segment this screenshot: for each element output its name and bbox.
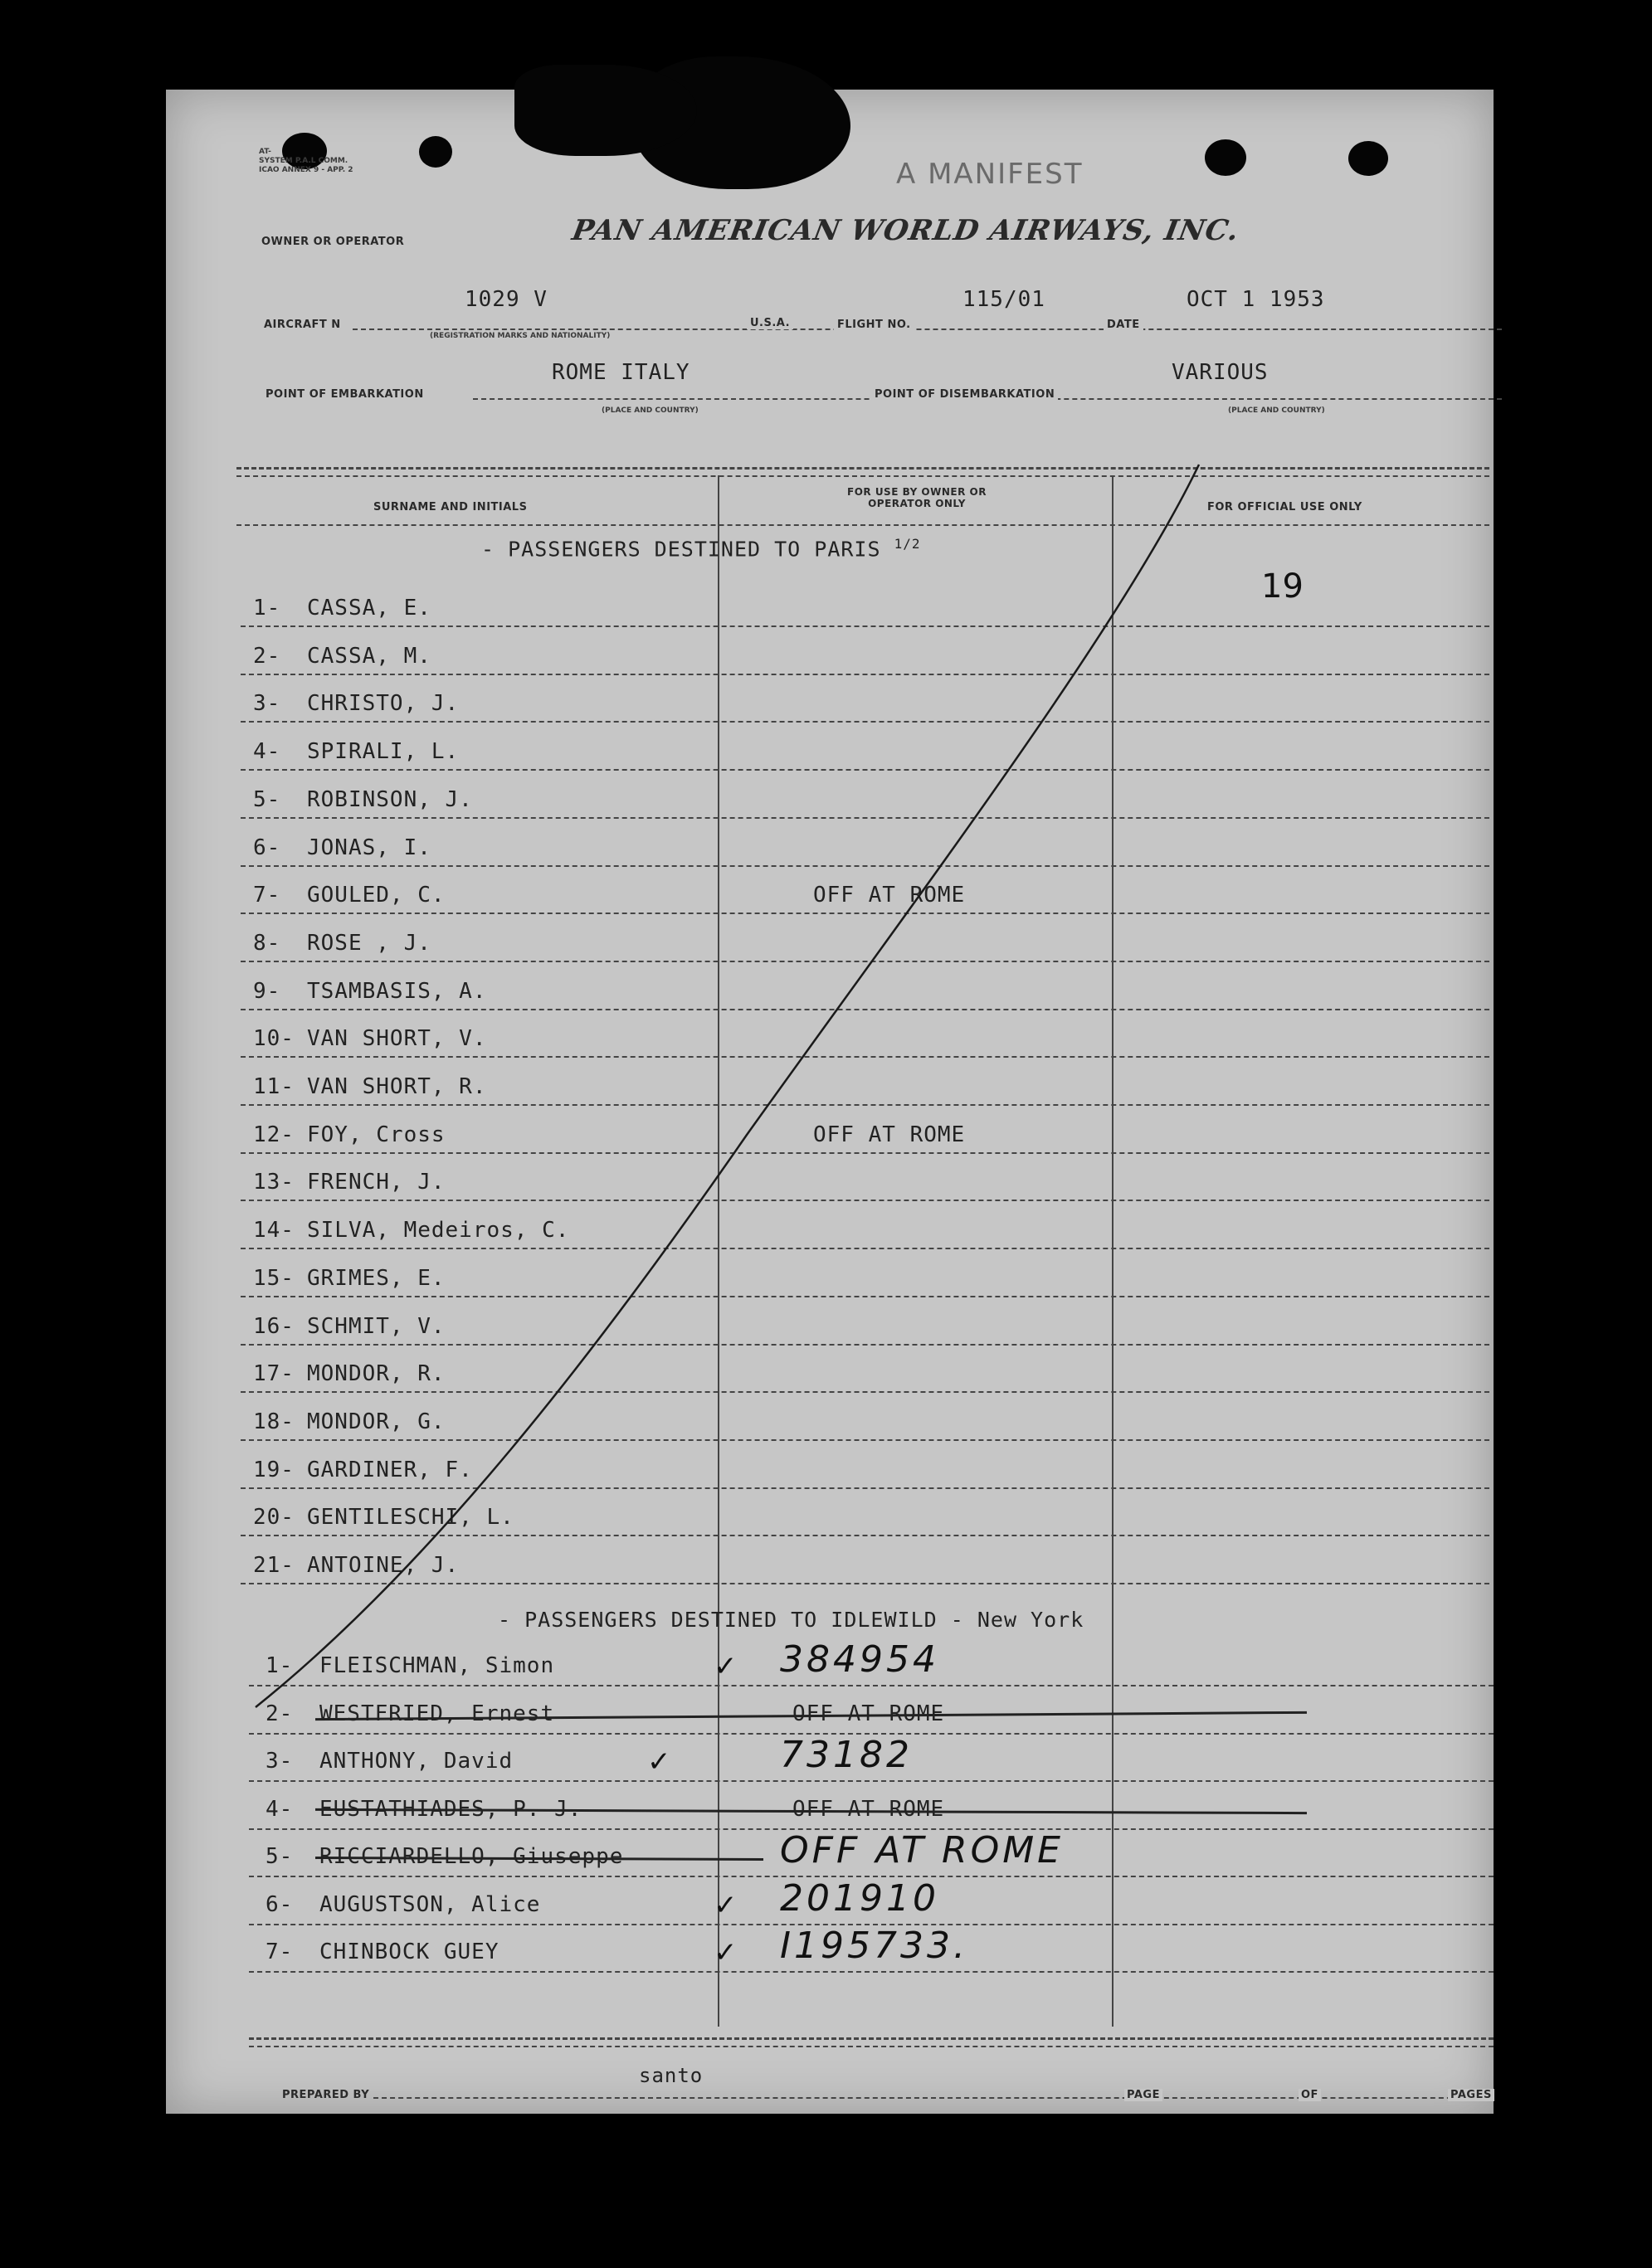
passenger-name: CHRISTO, J. (307, 691, 460, 717)
owner-note: OFF AT ROME (780, 1829, 1064, 1871)
row-number: 3- (266, 1749, 294, 1774)
disembark-label: POINT OF DISEMBARKATION (871, 388, 1058, 401)
passenger-name: FOY, Cross (307, 1122, 446, 1147)
passenger-name: GRIMES, E. (307, 1265, 446, 1291)
passenger-name: VAN SHORT, V. (307, 1026, 487, 1052)
pages-label: PAGES (1448, 2089, 1494, 2101)
owner-note: OFF AT ROME (813, 883, 966, 908)
embark-caption: (PLACE AND COUNTRY) (602, 406, 699, 415)
passenger-name: ROBINSON, J. (307, 786, 473, 812)
embark-label: POINT OF EMBARKATION (266, 388, 424, 401)
row-number: 15- (253, 1265, 295, 1291)
passenger-name: RICCIARDELLO, Giuseppe (319, 1844, 624, 1869)
table-bottom-rule (249, 2037, 1494, 2040)
section-paris: - PASSENGERS DESTINED TO PARIS $^{1/2}$ (481, 536, 921, 562)
passenger-name: CHINBOCK GUEY (319, 1939, 499, 1964)
row-number: 16- (253, 1313, 295, 1339)
passenger-name: SPIRALI, L. (307, 739, 460, 765)
col-official-header: FOR OFFICIAL USE ONLY (1207, 501, 1362, 513)
row-number: 5- (253, 786, 281, 812)
check-mark: ✓ (714, 1650, 738, 1683)
aircraft-label: AIRCRAFT N (264, 319, 341, 331)
airline-name: PAN AMERICAN WORLD AIRWAYS, INC. (569, 214, 1242, 247)
manifest-sheet (166, 90, 1494, 2114)
row-number: 17- (253, 1361, 295, 1387)
disembark-value: VARIOUS (1172, 360, 1269, 385)
of-label: OF (1299, 2089, 1321, 2101)
row-number: 13- (253, 1170, 295, 1195)
diagonal-pen-line (256, 465, 1199, 1707)
col-surname-header: SURNAME AND INITIALS (373, 501, 528, 513)
row-number: 6- (266, 1891, 294, 1917)
row-number: 21- (253, 1553, 295, 1578)
prepared-label: PREPARED BY (282, 2089, 370, 2101)
passenger-name: SILVA, Medeiros, C. (307, 1218, 570, 1244)
flight-value: 115/01 (962, 287, 1045, 312)
row-number: 2- (253, 643, 281, 669)
row-number: 1- (266, 1653, 294, 1678)
nationality: U.S.A. (747, 317, 793, 329)
aircraft-value: 1029 V (465, 287, 548, 312)
row-number: 1- (253, 596, 281, 621)
passenger-name: CASSA, M. (307, 643, 431, 669)
row-number: 19- (253, 1457, 295, 1482)
passenger-name: GARDINER, F. (307, 1457, 473, 1482)
row-number: 20- (253, 1505, 295, 1531)
passenger-name: EUSTATHIADES, P. J. (319, 1796, 582, 1822)
passenger-name: WESTFRIED, Ernest (319, 1701, 555, 1726)
disembark-caption: (PLACE AND COUNTRY) (1228, 406, 1325, 415)
owner-note: OFF AT ROME (792, 1796, 945, 1822)
passenger-name: ANTHONY, David (319, 1749, 514, 1774)
row-number: 5- (266, 1844, 294, 1869)
passenger-name: SCHMIT, V. (307, 1313, 446, 1339)
col-owner-header: FOR USE BY OWNER OR OPERATOR ONLY (847, 486, 987, 509)
date-label: DATE (1104, 319, 1143, 331)
section-ny: - PASSENGERS DESTINED TO IDLEWILD - New York (498, 1608, 1084, 1632)
registration-caption: (REGISTRATION MARKS AND NATIONALITY) (430, 332, 611, 340)
check-mark: ✓ (714, 1936, 738, 1969)
owner-note: OFF AT ROME (792, 1701, 945, 1726)
row-number: 11- (253, 1074, 295, 1099)
passenger-name: MONDOR, R. (307, 1361, 446, 1387)
passenger-name: MONDOR, G. (307, 1409, 446, 1434)
passenger-name: GOULED, C. (307, 883, 446, 908)
passenger-name: CASSA, E. (307, 596, 431, 621)
passenger-name: ANTOINE, J. (307, 1553, 460, 1578)
embark-value: ROME ITALY (552, 360, 690, 385)
check-mark: ✓ (647, 1745, 671, 1779)
cancellation-stroke (166, 90, 1494, 2114)
owner-note: I195733. (780, 1925, 968, 1967)
row-number: 6- (253, 835, 281, 860)
flight-label: FLIGHT NO. (834, 319, 914, 331)
passenger-name: JONAS, I. (307, 835, 431, 860)
passenger-name: TSAMBASIS, A. (307, 978, 487, 1004)
passenger-name: ROSE , J. (307, 930, 431, 956)
row-number: 9- (253, 978, 281, 1004)
owner-note: OFF AT ROME (813, 1122, 966, 1147)
check-mark: ✓ (714, 1888, 738, 1922)
row-number: 4- (253, 739, 281, 765)
row-number: 10- (253, 1026, 295, 1052)
passenger-name: AUGUSTSON, Alice (319, 1891, 541, 1917)
row-number: 8- (253, 930, 281, 956)
date-value: OCT 1 1953 (1187, 287, 1325, 312)
passenger-name: VAN SHORT, R. (307, 1074, 487, 1099)
row-number: 7- (253, 883, 281, 908)
row-number: 4- (266, 1796, 294, 1822)
row-number: 3- (253, 691, 281, 717)
table-bottom-rule (249, 2046, 1494, 2047)
official-count: 19 (1261, 567, 1304, 606)
prepared-value: santo (639, 2064, 704, 2087)
row-number: 12- (253, 1122, 295, 1147)
passenger-name: FLEISCHMAN, Simon (319, 1653, 555, 1678)
form-reference: AT- SYSTEM P.A.L COMM. ICAO ANNEX 9 - APP. 2 (259, 148, 353, 174)
row-number: 7- (266, 1939, 294, 1964)
owner-note: 73182 (780, 1734, 913, 1776)
form-title: A MANIFEST (896, 158, 1084, 191)
row-number: 2- (266, 1701, 294, 1726)
owner-note: 201910 (780, 1876, 939, 1920)
passenger-name: FRENCH, J. (307, 1170, 446, 1195)
row-number: 14- (253, 1218, 295, 1244)
row-number: 18- (253, 1409, 295, 1434)
page-label: PAGE (1124, 2089, 1162, 2101)
owner-label: OWNER OR OPERATOR (261, 236, 405, 248)
passenger-name: GENTILESCHI, L. (307, 1505, 514, 1531)
owner-note: 384954 (780, 1638, 939, 1681)
